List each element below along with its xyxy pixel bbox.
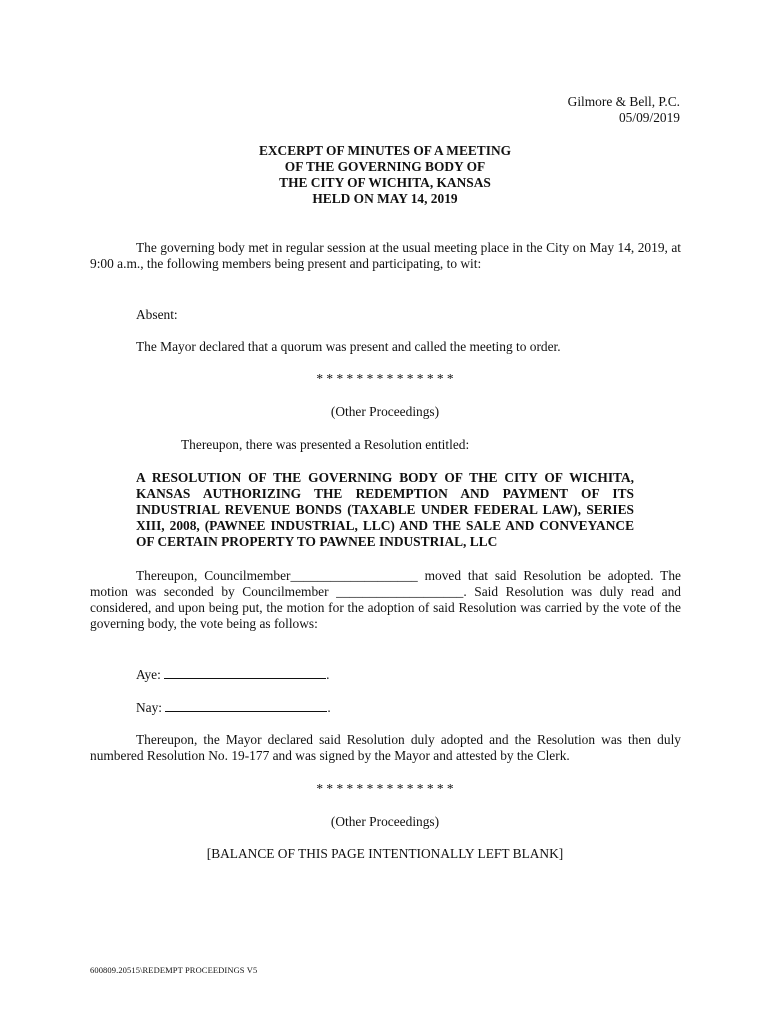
document-date: 05/09/2019 <box>618 110 680 125</box>
other-proceedings-1: (Other Proceedings) <box>330 404 440 419</box>
nay-row: Nay: . <box>136 700 331 715</box>
aye-blank-line <box>164 666 326 679</box>
motion-paragraph: Thereupon, Councilmember___________________ moved that said Resolution be adopted. The motion was seconded by Councilmember ___________________. Said Resolution was duly read and considered, and upon being put, the motion for the adoption of said Resolution was carried by the vote of the governing body, the vote being as follows: <box>90 568 681 631</box>
firm-name: Gilmore & Bell, P.C. <box>567 94 680 109</box>
nay-label: Nay: <box>136 700 163 715</box>
absent-label: Absent: <box>136 307 178 322</box>
document-title <box>0 143 770 207</box>
title-line-2: OF THE GOVERNING BODY OF <box>284 159 486 174</box>
header-block <box>568 94 680 126</box>
separator-stars-2: * * * * * * * * * * * * * * <box>316 781 454 796</box>
other-proceedings-2: (Other Proceedings) <box>330 814 440 829</box>
nay-blank-line <box>165 699 327 712</box>
blank-page-notice: [BALANCE OF THIS PAGE INTENTIONALLY LEFT BLANK] <box>206 846 564 861</box>
resolution-presented: Thereupon, there was presented a Resolution entitled: <box>181 437 470 452</box>
aye-label: Aye: <box>136 667 161 682</box>
quorum-statement: The Mayor declared that a quorum was present and called the meeting to order. <box>136 339 561 354</box>
title-line-3: THE CITY OF WICHITA, KANSAS <box>279 175 491 190</box>
separator-stars-1: * * * * * * * * * * * * * * <box>316 371 454 386</box>
intro-paragraph: The governing body met in regular session at the usual meeting place in the City on May 14, 2019, at 9:00 a.m., the following members being present and participating, to wit: <box>90 240 681 271</box>
title-line-4: HELD ON MAY 14, 2019 <box>312 191 458 206</box>
title-line-1: EXCERPT OF MINUTES OF A MEETING <box>258 143 512 158</box>
document-footer-id: 600809.20515\REDEMPT PROCEEDINGS V5 <box>90 965 258 975</box>
adoption-paragraph: Thereupon, the Mayor declared said Resolution duly adopted and the Resolution was then duly numbered Resolution No. 19-177 and was signed by the Mayor and attested by the Clerk. <box>90 732 681 763</box>
aye-row: Aye: . <box>136 667 330 682</box>
resolution-title: A RESOLUTION OF THE GOVERNING BODY OF THE CITY OF WICHITA, KANSAS AUTHORIZING THE REDEMPTION AND PAYMENT OF ITS INDUSTRIAL REVENUE BONDS (TAXABLE UNDER FEDERAL LAW), SERIES XIII, 2008, (PAWNEE INDUSTRIAL, LLC) AND THE SALE AND CONVEYANCE OF CERTAIN PROPERTY TO PAWNEE INDUSTRIAL, LLC <box>136 470 634 549</box>
